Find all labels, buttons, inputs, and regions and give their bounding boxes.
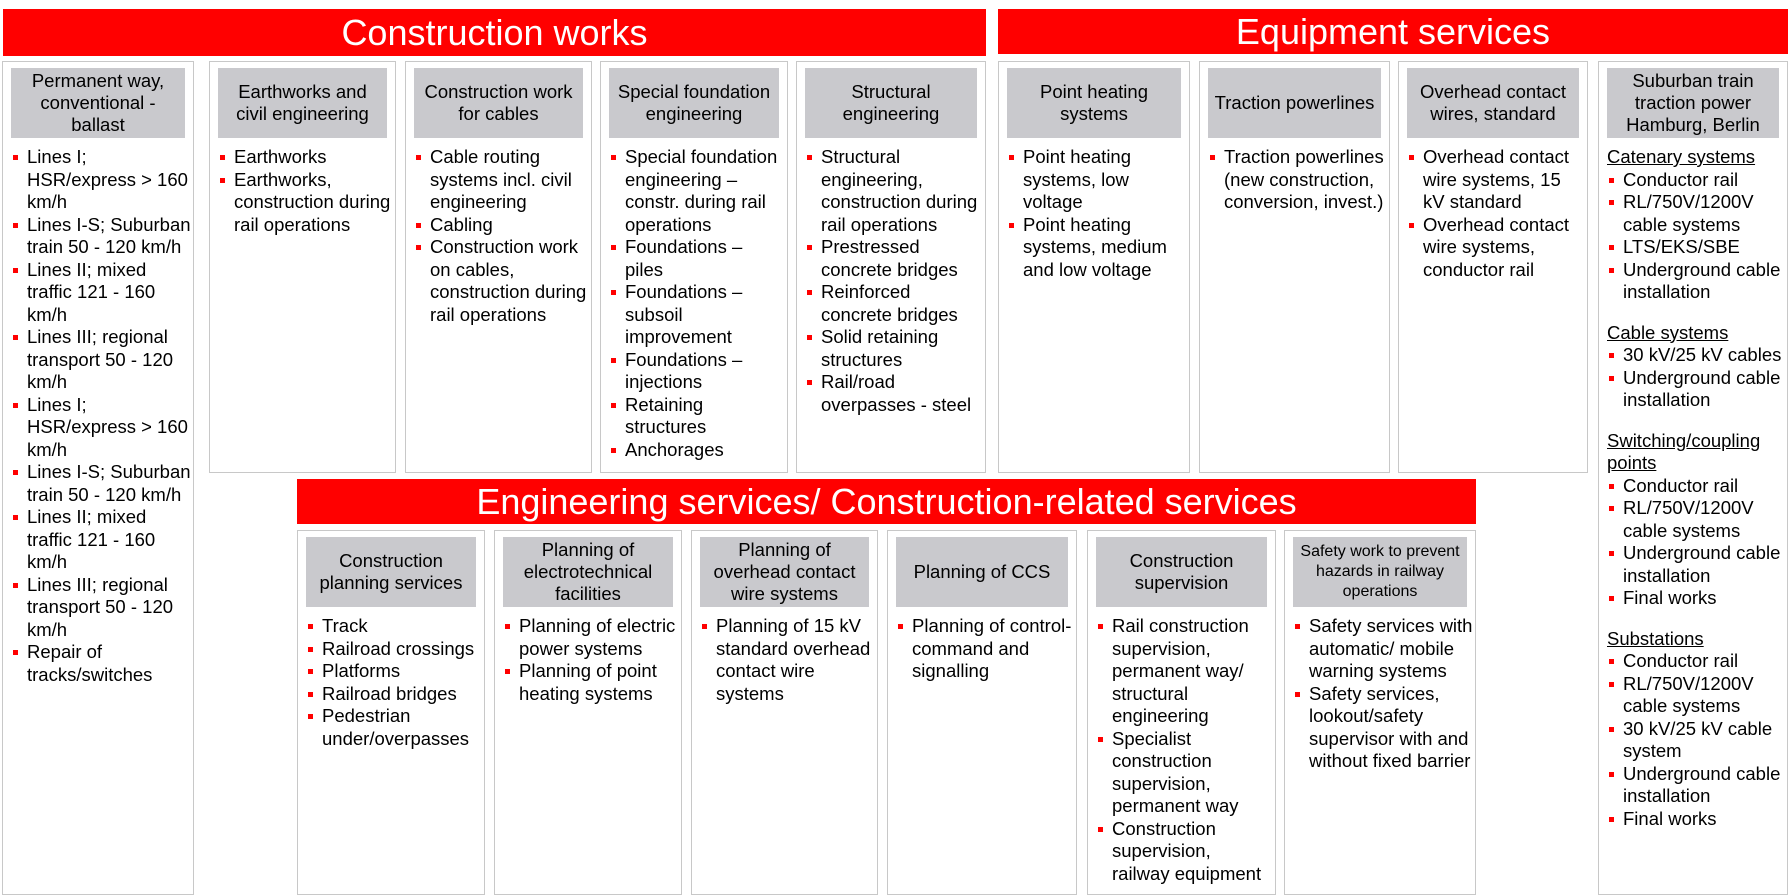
list-item: Conductor rail (1607, 475, 1785, 498)
column-suburban-traction (1598, 61, 1788, 895)
list-item: Point heating systems, medium and low voltage (1007, 214, 1187, 282)
list-item: Construction supervision, railway equipment (1096, 818, 1273, 886)
column-special-foundation (600, 61, 788, 473)
list-item: Retaining structures (609, 394, 785, 439)
column-header: Construction supervision (1096, 537, 1267, 607)
list-item: Pedestrian under/overpasses (306, 705, 482, 750)
list-item: Overhead contact wire systems, conductor rail (1407, 214, 1585, 282)
item-list (1208, 146, 1387, 214)
item-list (609, 146, 785, 461)
list-item: Underground cable installation (1607, 542, 1785, 587)
column-header: Traction powerlines (1208, 68, 1381, 138)
list-item: Underground cable installation (1607, 763, 1785, 808)
item-list (700, 615, 875, 705)
list-item: Earthworks, construction during rail operations (218, 169, 393, 237)
list-item: Planning of point heating systems (503, 660, 679, 705)
construction-works-banner: Construction works (3, 9, 986, 56)
item-list (1407, 146, 1585, 281)
column-header: Overhead contact wires, standard (1407, 68, 1579, 138)
list-item: Special foundation engineering – constr. during rail operations (609, 146, 785, 236)
list-item: Conductor rail (1607, 650, 1785, 673)
list-item: Lines I-S; Suburban train 50 - 120 km/h (11, 214, 191, 259)
list-item: Lines I; HSR/express > 160 km/h (11, 146, 191, 214)
column-header: Planning of electrotechnical facilities (503, 537, 673, 607)
section-title: Substations (1607, 627, 1704, 649)
section-switching-points (1607, 430, 1785, 610)
item-list (1607, 475, 1785, 610)
list-item: Planning of 15 kV standard overhead contact wire systems (700, 615, 875, 705)
item-list (1007, 146, 1187, 281)
section-title: Cable systems (1607, 321, 1729, 343)
column-header: Earthworks and civil engineering (218, 68, 387, 138)
list-item: Repair of tracks/switches (11, 641, 191, 686)
item-list (805, 146, 983, 416)
column-overhead-planning (691, 530, 878, 895)
item-list (1607, 344, 1785, 412)
item-list (1607, 650, 1785, 830)
column-electrotechnical-planning (494, 530, 682, 895)
list-item: Lines III; regional transport 50 - 120 km/h (11, 326, 191, 394)
list-item: Cabling (414, 214, 589, 237)
list-item: Planning of control-command and signalling (896, 615, 1074, 683)
column-overhead-contact (1398, 61, 1588, 473)
engineering-services-banner: Engineering services/ Construction-related services (297, 479, 1476, 524)
list-item: Conductor rail (1607, 169, 1785, 192)
list-item: Railroad crossings (306, 638, 482, 661)
column-cable-construction (405, 61, 592, 473)
section-cable-systems (1607, 322, 1785, 412)
list-item: Railroad bridges (306, 683, 482, 706)
section-catenary-systems (1607, 146, 1785, 304)
list-item: Construction work on cables, construction during rail operations (414, 236, 589, 326)
item-list (1293, 615, 1473, 773)
column-traction-powerlines (1199, 61, 1390, 473)
list-item: Structural engineering, construction during rail operations (805, 146, 983, 236)
list-item: Foundations – subsoil improvement (609, 281, 785, 349)
column-safety-work (1284, 530, 1476, 895)
section-substations (1607, 628, 1785, 831)
column-point-heating (998, 61, 1190, 473)
list-item: Underground cable installation (1607, 259, 1785, 304)
list-item: Underground cable installation (1607, 367, 1785, 412)
item-list (1096, 615, 1273, 885)
list-item: Rail/road overpasses - steel (805, 371, 983, 416)
list-item: Lines I; HSR/express > 160 km/h (11, 394, 191, 462)
column-construction-planning (297, 530, 485, 895)
column-header: Construction work for cables (414, 68, 583, 138)
list-item: RL/750V/1200V cable systems (1607, 673, 1785, 718)
equipment-services-banner: Equipment services (998, 9, 1788, 54)
item-list (1607, 169, 1785, 304)
list-item: Foundations – injections (609, 349, 785, 394)
list-item: Point heating systems, low voltage (1007, 146, 1187, 214)
list-item: Traction powerlines (new construction, conversion, invest.) (1208, 146, 1387, 214)
list-item: Cable routing systems incl. civil engineering (414, 146, 589, 214)
list-item: Lines II; mixed traffic 121 - 160 km/h (11, 259, 191, 327)
list-item: LTS/EKS/SBE (1607, 236, 1785, 259)
list-item: Final works (1607, 808, 1785, 831)
column-header: Construction planning services (306, 537, 476, 607)
column-header: Planning of overhead contact wire systems (700, 537, 869, 607)
list-item: 30 kV/25 kV cable system (1607, 718, 1785, 763)
item-list (896, 615, 1074, 683)
list-item: Anchorages (609, 439, 785, 462)
column-header: Planning of CCS (896, 537, 1068, 607)
list-item: Lines II; mixed traffic 121 - 160 km/h (11, 506, 191, 574)
list-item: Overhead contact wire systems, 15 kV standard (1407, 146, 1585, 214)
section-title: Catenary systems (1607, 146, 1756, 167)
column-header: Structural engineering (805, 68, 977, 138)
item-list (306, 615, 482, 750)
list-item: Specialist construction supervision, permanent way (1096, 728, 1273, 818)
column-earthworks (209, 61, 396, 473)
item-list (414, 146, 589, 326)
column-header: Permanent way, conventional - ballast (11, 68, 185, 138)
column-header: Safety work to prevent hazards in railway operations (1293, 537, 1467, 607)
list-item: Foundations – piles (609, 236, 785, 281)
item-list (218, 146, 393, 236)
list-item: 30 kV/25 kV cables (1607, 344, 1785, 367)
item-list (503, 615, 679, 705)
column-structural-engineering (796, 61, 986, 473)
section-title: Switching/coupling points (1607, 429, 1761, 473)
item-list (11, 146, 191, 686)
column-construction-supervision (1087, 530, 1276, 895)
list-item: Lines III; regional transport 50 - 120 km/h (11, 574, 191, 642)
list-item: RL/750V/1200V cable systems (1607, 191, 1785, 236)
column-ccs-planning (887, 530, 1077, 895)
list-item: Platforms (306, 660, 482, 683)
column-header: Suburban train traction power Hamburg, Berlin (1607, 68, 1779, 138)
column-header: Point heating systems (1007, 68, 1181, 138)
list-item: Safety services with automatic/ mobile warning systems (1293, 615, 1473, 683)
list-item: Earthworks (218, 146, 393, 169)
list-item: Lines I-S; Suburban train 50 - 120 km/h (11, 461, 191, 506)
list-item: Final works (1607, 587, 1785, 610)
list-item: Prestressed concrete bridges (805, 236, 983, 281)
list-item: Safety services, lookout/safety supervisor with and without fixed barrier (1293, 683, 1473, 773)
list-item: Rail construction supervision, permanent way/ structural engineering (1096, 615, 1273, 728)
list-item: Solid retaining structures (805, 326, 983, 371)
column-header: Special foundation engineering (609, 68, 779, 138)
list-item: Reinforced concrete bridges (805, 281, 983, 326)
list-item: RL/750V/1200V cable systems (1607, 497, 1785, 542)
list-item: Track (306, 615, 482, 638)
column-permanent-way (2, 61, 194, 895)
list-item: Planning of electric power systems (503, 615, 679, 660)
